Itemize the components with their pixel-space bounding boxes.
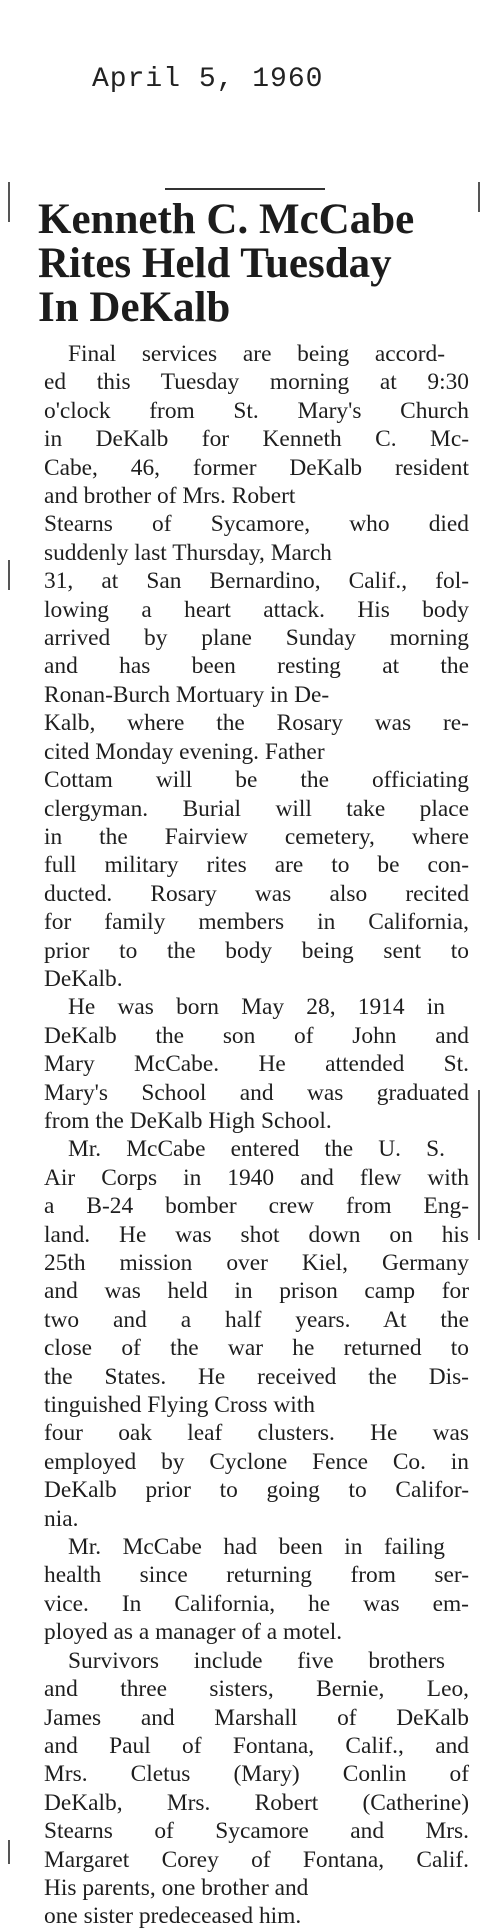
headline-top-rule [165,188,325,190]
obituary-clipping [38,198,474,1931]
article-line: nia. [44,1505,79,1532]
article-line: land. He was shot down on his [44,1221,469,1248]
article-line: o'clock from St. Mary's Church [44,397,469,424]
article-line: DeKalb, Mrs. Robert (Catherine) [44,1789,470,1816]
article-line: He was born May 28, 1914 in [68,994,445,1021]
article-line: four oak leaf clusters. He was [44,1420,469,1447]
article-line: Air Corps in 1940 and flew with [44,1164,470,1191]
article-line: Stearns of Sycamore, who died [44,511,469,538]
article-line: His parents, one brother and [44,1874,309,1901]
clipping-date: April 5, 1960 [92,64,324,95]
article-line: Cottam will be the officiating [44,767,469,794]
article-line: in DeKalb for Kenneth C. Mc- [44,426,470,453]
article-line: health since returning from ser- [44,1562,470,1589]
article-line: Mr. McCabe had been in failing [68,1534,446,1561]
paragraph-birth [38,993,474,1135]
article-line: close of the war he returned to [44,1335,469,1362]
article-line: Margaret Corey of Fontana, Calif. [44,1846,469,1873]
article-line: suddenly last Thursday, March [44,539,332,566]
article-line: in the Fairview cemetery, where [44,823,469,850]
article-line: arrived by plane Sunday morning [44,625,469,652]
article-line: and was held in prison camp for [44,1278,470,1305]
article-line: tinguished Flying Cross with [44,1392,315,1419]
article-line: clergyman. Burial will take place [44,795,469,822]
article-line: the States. He received the Dis- [44,1363,469,1390]
headline-line: In DeKalb [38,284,231,331]
article-line: cited Monday evening. Father [44,738,325,765]
article-line: DeKalb prior to going to Califor- [44,1477,469,1504]
article-line: Mary McCabe. He attended St. [44,1051,470,1078]
article-line: Mr. McCabe entered the U. S. [68,1136,445,1163]
article-line: DeKalb. [44,965,123,992]
paragraph-survivors [38,1647,474,1931]
article-line: two and a half years. At the [44,1306,469,1333]
article-line: one sister predeceased him. [44,1903,302,1930]
right-column-mark [478,182,480,212]
left-column-mark [8,182,10,222]
article-line: and brother of Mrs. Robert [44,483,296,510]
article-line: DeKalb the son of John and [44,1022,469,1049]
article-line: ployed as a manager of a motel. [44,1619,343,1646]
left-column-mark [8,560,10,590]
article-line: vice. In California, he was em- [44,1590,469,1617]
article-line: and Paul of Fontana, Calif., and [44,1732,469,1759]
article-line: prior to the body being sent to [44,937,469,964]
headline-line: Kenneth C. McCabe [38,196,415,243]
article-line: a B-24 bomber crew from Eng- [44,1193,469,1220]
article-body [38,340,474,1931]
article-line: Ronan-Burch Mortuary in De- [44,681,330,708]
headline [38,198,474,330]
article-line: James and Marshall of DeKalb [44,1704,469,1731]
paragraph-services [38,340,474,993]
article-line: lowing a heart attack. His body [44,596,470,623]
article-line: and has been resting at the [44,653,470,680]
article-line: 31, at San Bernardino, Calif., fol- [44,568,470,595]
right-column-mark [478,1090,480,1240]
article-line: ed this Tuesday morning at 9:30 [44,369,469,396]
article-line: from the DeKalb High School. [44,1107,332,1134]
article-line: Stearns of Sycamore and Mrs. [44,1818,470,1845]
article-line: Final services are being accord- [68,341,446,367]
article-line: Mrs. Cletus (Mary) Conlin of [44,1761,469,1788]
article-line: and three sisters, Bernie, Leo, [44,1676,470,1703]
paragraph-health [38,1533,474,1647]
article-line: 25th mission over Kiel, Germany [44,1250,469,1276]
headline-line: Rites Held Tuesday [38,240,392,287]
article-line: for family members in California, [44,909,469,936]
article-line: Mary's School and was graduated [44,1079,469,1106]
article-line: full military rites are to be con- [44,852,470,879]
article-line: employed by Cyclone Fence Co. in [44,1448,470,1475]
left-column-mark [8,1840,10,1864]
article-line: Kalb, where the Rosary was re- [44,710,469,737]
article-line: Cabe, 46, former DeKalb resident [44,454,470,481]
paragraph-military [38,1135,474,1533]
article-line: ducted. Rosary was also recited [44,880,469,907]
article-line: Survivors include five brothers [68,1647,446,1674]
